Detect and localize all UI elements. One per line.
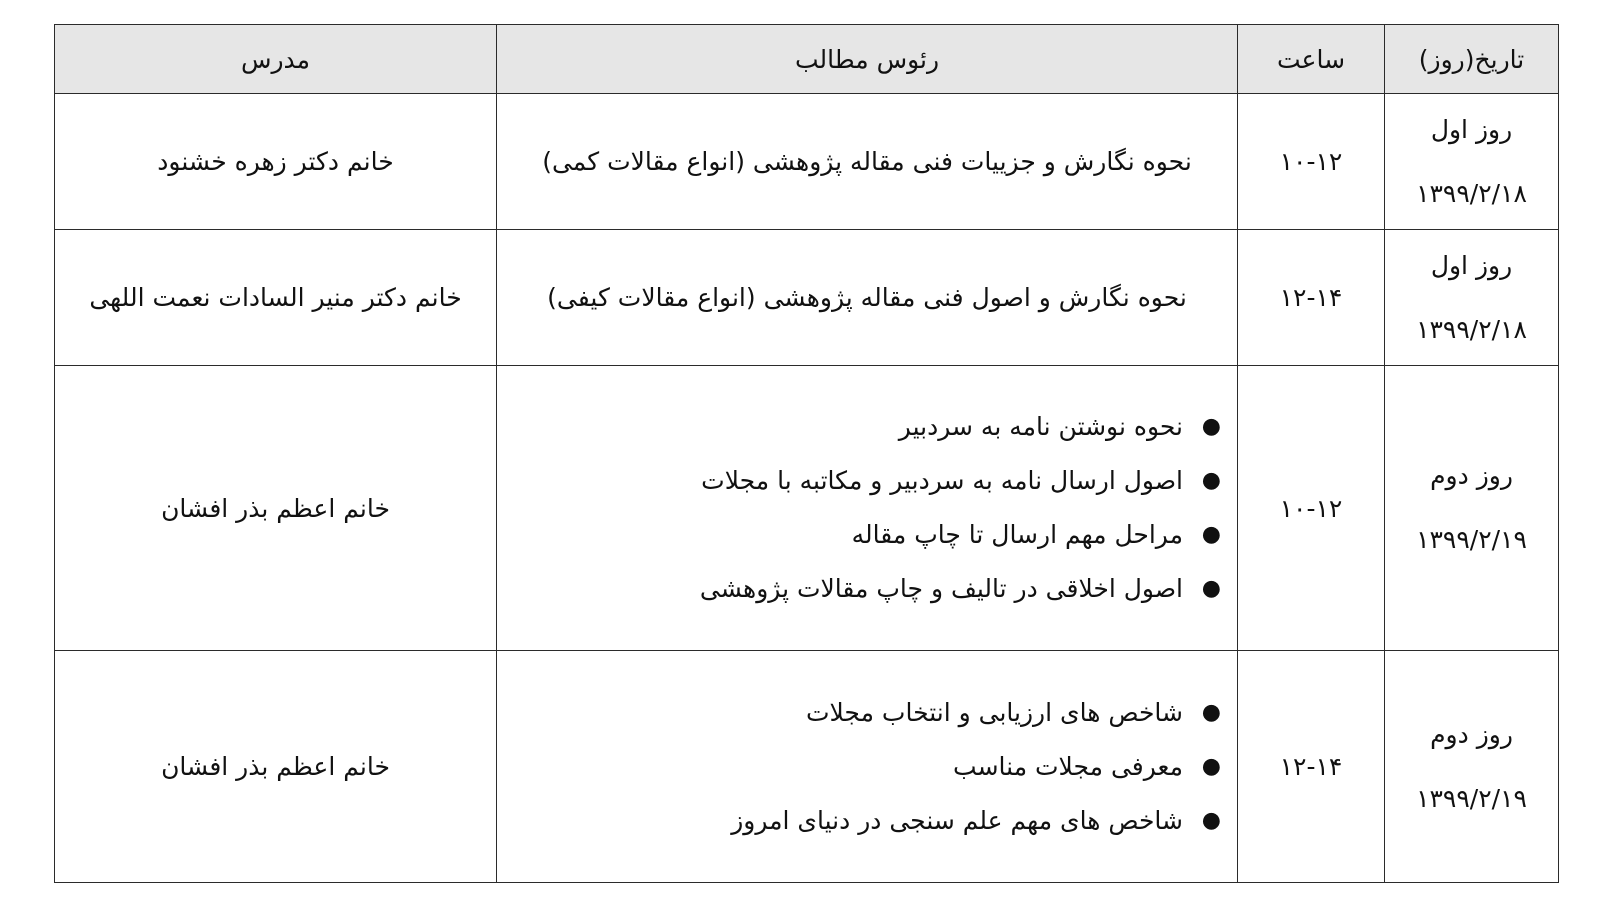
topic-text: معرفی مجلات مناسب — [953, 751, 1183, 781]
table-row — [55, 230, 1559, 366]
list-item — [497, 686, 1221, 740]
topic-cell: نحوه نگارش و اصول فنی مقاله پژوهشی (انواع مقالات کیفی) — [497, 230, 1238, 366]
bullet-icon: ● — [1201, 414, 1221, 439]
date-label: ۱۳۹۹/۲/۱۸ — [1416, 314, 1527, 344]
bullet-icon: ● — [1201, 807, 1221, 833]
topic-text: نحوه نوشتن نامه به سردبیر — [898, 412, 1183, 441]
day-label: روز دوم — [1430, 461, 1513, 490]
header-row — [55, 25, 1559, 94]
date-label: ۱۳۹۹/۲/۱۸ — [1416, 178, 1527, 208]
list-item — [497, 400, 1221, 454]
bullet-icon: ● — [1201, 522, 1221, 547]
topic-text: اصول ارسال نامه به سردبیر و مکاتبه با مجلات — [701, 466, 1183, 495]
teacher-cell: خانم اعظم بذر افشان — [55, 651, 497, 883]
topic-text: شاخص های ارزیابی و انتخاب مجلات — [805, 697, 1183, 727]
topic-cell — [497, 366, 1238, 651]
schedule-table — [54, 24, 1559, 883]
header-time: ساعت — [1238, 25, 1385, 94]
time-cell: ۱۲-۱۴ — [1238, 651, 1385, 883]
list-item — [497, 508, 1221, 562]
topic-text: مراحل مهم ارسال تا چاپ مقاله — [851, 520, 1183, 549]
topic-text: شاخص های مهم علم سنجی در دنیای امروز — [731, 805, 1183, 835]
date-label: ۱۳۹۹/۲/۱۹ — [1416, 525, 1527, 554]
bullet-icon: ● — [1201, 576, 1221, 601]
list-item — [497, 740, 1221, 794]
teacher-cell: خانم اعظم بذر افشان — [55, 366, 497, 651]
day-label: روز اول — [1430, 114, 1513, 144]
list-item — [497, 562, 1221, 616]
date-cell — [1385, 366, 1559, 651]
list-item — [497, 454, 1221, 508]
header-date: تاریخ(روز) — [1385, 25, 1559, 94]
day-label: روز اول — [1430, 250, 1513, 280]
topic-list — [497, 686, 1237, 848]
bullet-icon: ● — [1201, 468, 1221, 493]
date-cell — [1385, 230, 1559, 366]
table-row — [55, 94, 1559, 230]
topic-text: اصول اخلاقی در تالیف و چاپ مقالات پژوهشی — [699, 574, 1183, 603]
teacher-cell: خانم دکتر منیر السادات نعمت اللهی — [55, 230, 497, 366]
bullet-icon: ● — [1201, 699, 1221, 725]
day-label: روز دوم — [1430, 719, 1513, 749]
bullet-icon: ● — [1201, 753, 1221, 779]
topic-cell — [497, 651, 1238, 883]
date-label: ۱۳۹۹/۲/۱۹ — [1416, 783, 1527, 813]
topic-cell: نحوه نگارش و جزییات فنی مقاله پژوهشی (انواع مقالات کمی) — [497, 94, 1238, 230]
list-item — [497, 794, 1221, 848]
time-cell: ۱۰-۱۲ — [1238, 366, 1385, 651]
time-cell: ۱۰-۱۲ — [1238, 94, 1385, 230]
header-topics: رئوس مطالب — [497, 25, 1238, 94]
header-teacher: مدرس — [55, 25, 497, 94]
topic-list — [497, 400, 1237, 616]
date-cell — [1385, 94, 1559, 230]
teacher-cell: خانم دکتر زهره خشنود — [55, 94, 497, 230]
time-cell: ۱۲-۱۴ — [1238, 230, 1385, 366]
table-row — [55, 366, 1559, 651]
table-row — [55, 651, 1559, 883]
date-cell — [1385, 651, 1559, 883]
